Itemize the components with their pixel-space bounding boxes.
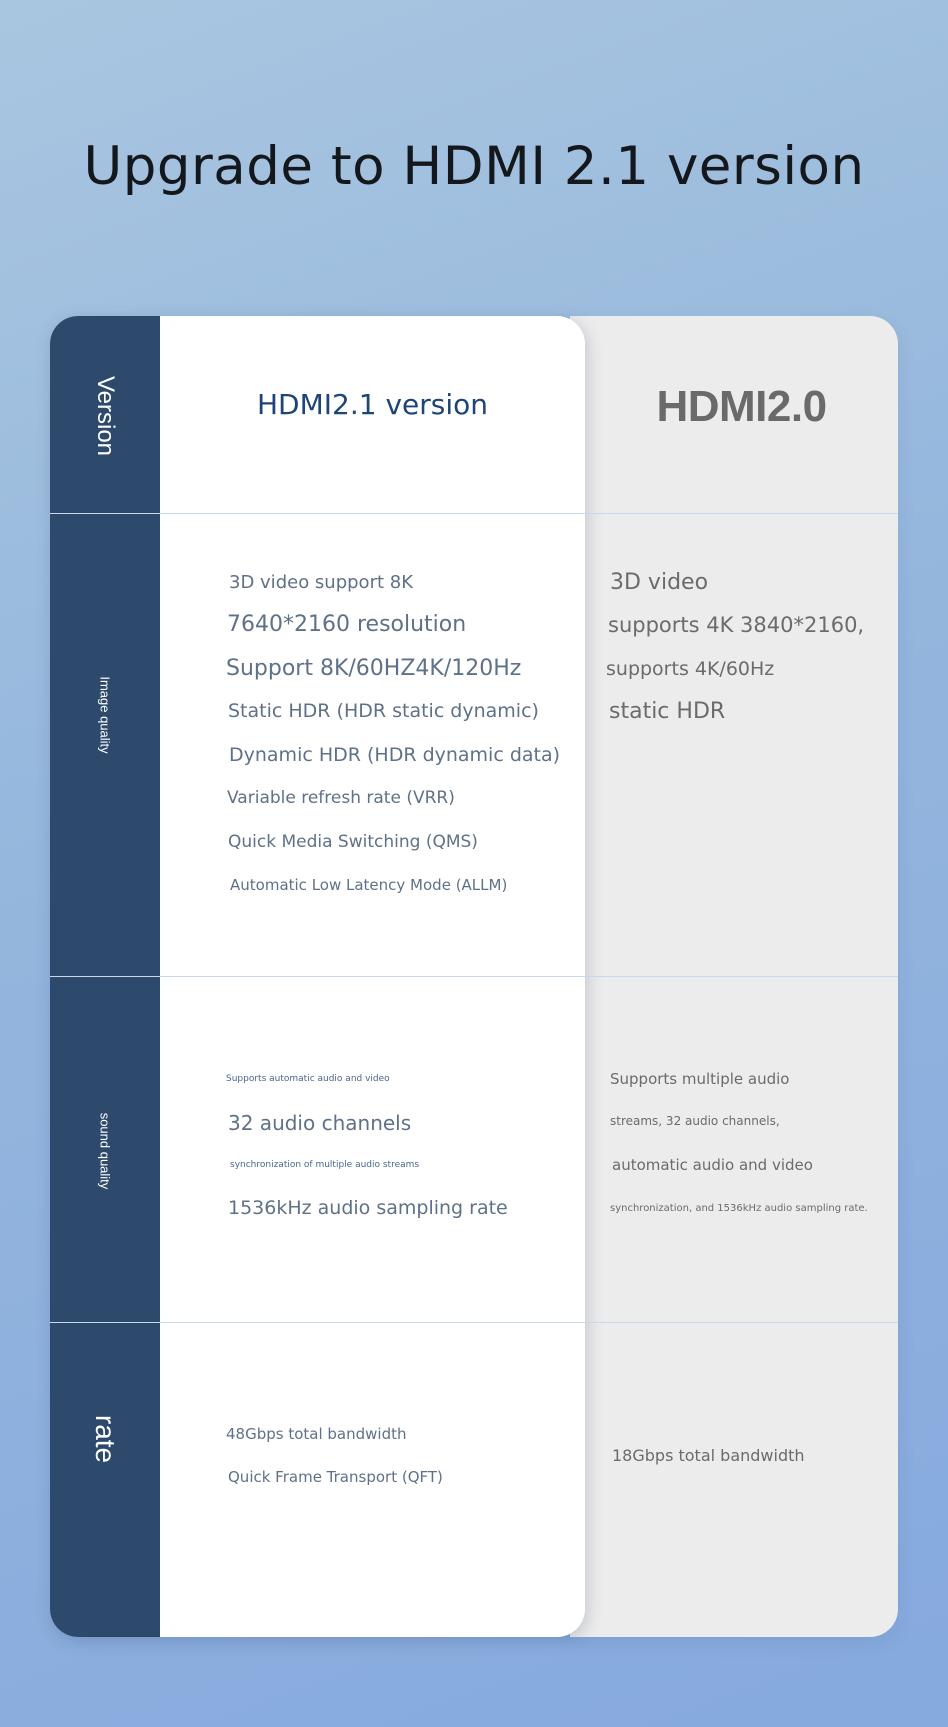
hdmi20-header: HDMI2.0 [656,382,827,431]
row-divider [50,976,898,977]
row-label-sound-quality: sound quality [97,1112,113,1190]
page-title: Upgrade to HDMI 2.1 version [83,136,865,197]
image-quality-item: Dynamic HDR (HDR dynamic data) [229,744,561,766]
sound-quality-item: Supports multiple audio [610,1070,790,1088]
row-label-rate: rate [90,1414,121,1464]
image-quality-item: Automatic Low Latency Mode (ALLM) [230,876,508,894]
hdmi21-header: HDMI2.1 version [256,388,488,421]
sound-quality-item: streams, 32 audio channels, [610,1114,780,1128]
sound-quality-item: synchronization, and 1536kHz audio sampling rate. [610,1203,868,1214]
image-quality-item: supports 4K/60Hz [606,658,775,680]
row-label-image-quality: Image quality [97,676,113,754]
sound-quality-item: synchronization of multiple audio streams [230,1160,420,1170]
row-label-version: Version [92,375,119,457]
comparison-table [50,316,898,1637]
sound-quality-item: 32 audio channels [228,1111,412,1135]
image-quality-item: 7640*2160 resolution [227,612,467,637]
sound-quality-item: 1536kHz audio sampling rate [228,1197,508,1219]
image-quality-item: supports 4K 3840*2160, [608,613,865,637]
sound-quality-item: automatic audio and video [612,1156,813,1174]
image-quality-item: Static HDR (HDR static dynamic) [228,700,539,722]
rate-item: Quick Frame Transport (QFT) [228,1468,443,1486]
image-quality-item: 3D video [610,570,709,595]
image-quality-item: static HDR [609,699,726,724]
image-quality-item: Support 8K/60HZ4K/120Hz [226,656,522,681]
image-quality-item: 3D video support 8K [229,572,414,593]
row-divider [50,513,898,514]
rate-item: 48Gbps total bandwidth [226,1425,407,1443]
image-quality-item: Variable refresh rate (VRR) [227,788,455,808]
row-divider [50,1322,898,1323]
sound-quality-item: Supports automatic audio and video [226,1074,390,1084]
rate-item: 18Gbps total bandwidth [612,1446,805,1465]
image-quality-item: Quick Media Switching (QMS) [228,832,478,852]
